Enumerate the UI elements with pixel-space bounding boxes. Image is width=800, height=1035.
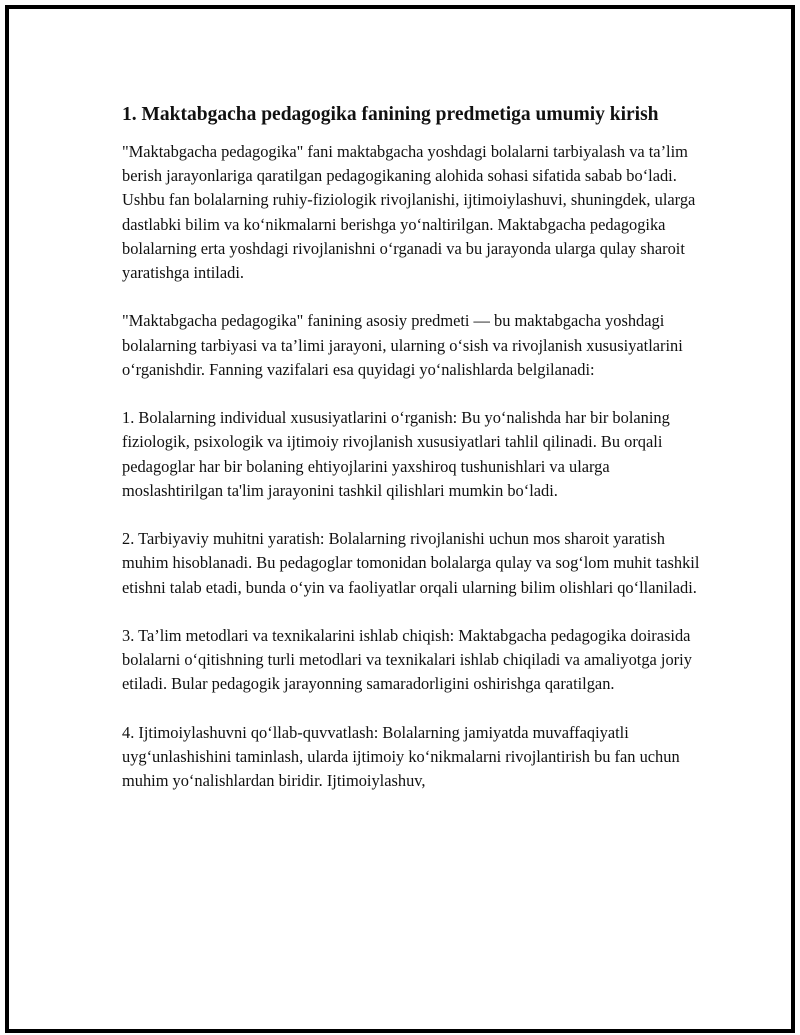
- document-page: [5, 5, 795, 1033]
- section-title: 1. Maktabgacha pedagogika fanining predmetiga umumiy kirish: [122, 104, 659, 125]
- task-2-paragraph: 2. Tarbiyaviy muhitni yaratish: Bolalarning rivojlanishi uchun mos sharoit yaratish muhim hisoblanadi. Bu pedagoglar tomonidan bolalarga qulay va sog‘lom muhit tashkil etishni talab etadi, bunda o‘yin va faoliyatlar orqali ularning bilim olishlari qo‘llaniladi.: [122, 529, 700, 597]
- subject-paragraph: "Maktabgacha pedagogika" fanining asosiy predmeti — bu maktabgacha yoshdagi bolalarning tarbiyasi va ta’limi jarayoni, ularning o‘sish va rivojlanish xususiyatlarini o‘rganishdir. Fanning vazifalari esa quyidagi yo‘nalishlarda belgilanadi:: [122, 311, 683, 379]
- task-4-paragraph: 4. Ijtimoiylashuvni qo‘llab-quvvatlash: Bolalarning jamiyatda muvaffaqiyatli uyg‘unlashishini taminlash, ularda ijtimoiy ko‘nikmalarni rivojlantirish bu fan uchun muhim yo‘nalishlardan biridir. Ijtimoiylashuv,: [122, 722, 680, 791]
- intro-paragraph: "Maktabgacha pedagogika" fani maktabgacha yoshdagi bolalarni tarbiyalash va ta’lim berish jarayonlariga qaratilgan pedagogikaning alohida sohasi sifatida sabab bo‘ladi. Ushbu fan bolalarning ruhiy-fiziologik rivojlanishi, ijtimoiylashuvi, shuningdek, ularga dastlabki bilim va ko‘nikmalarni berishga yo‘naltirilgan. Maktabgacha pedagogika bolalarning erta yoshdagi rivojlanishni o‘rganadi va bu jarayonda ularga qulay sharoit yaratishga intiladi.: [122, 142, 696, 283]
- task-3-paragraph: 3. Ta’lim metodlari va texnikalarini ishlab chiqish: Maktabgacha pedagogika doirasida bolalarni o‘qitishning turli metodlari va texnikalari ishlab chiqiladi va amaliyotga joriy etiladi. Bular pedagogik jarayonning samaradorligini oshirishga qaratilgan.: [122, 626, 692, 694]
- document-body: [122, 101, 702, 818]
- task-1-paragraph: 1. Bolalarning individual xususiyatlarini o‘rganish: Bu yo‘nalishda har bir bolaning fiziologik, psixologik va ijtimoiy rivojlanish xususiyatlari tahlil qilinadi. Bu orqali pedagoglar har bir bolaning ehtiyojlarini yaxshiroq tushunishlari va ularga moslashtirilgan ta'lim jarayonini tashkil qilishlari mumkin bo‘ladi.: [122, 408, 670, 500]
